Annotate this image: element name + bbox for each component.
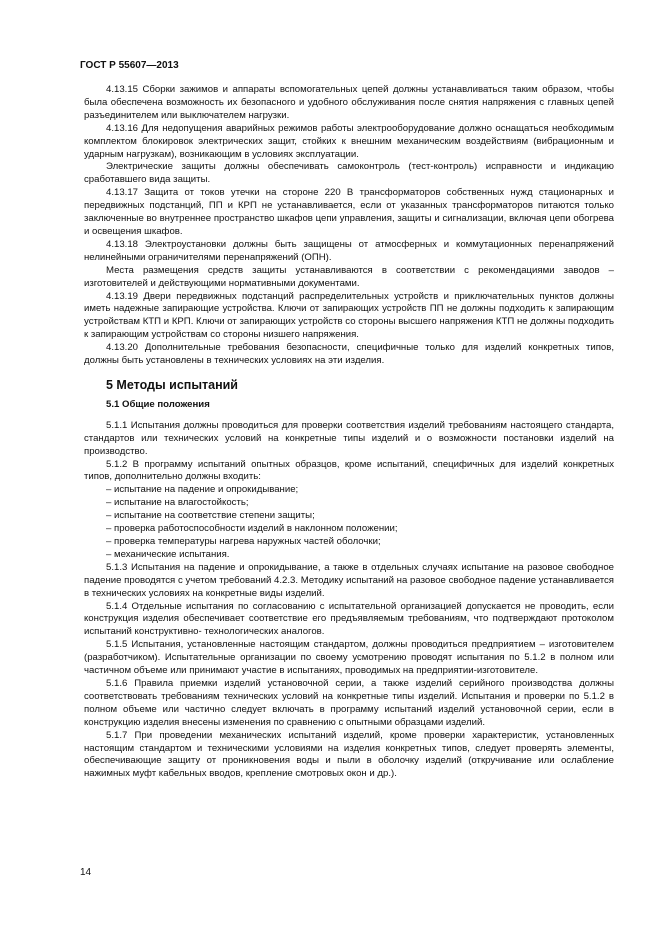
paragraph-5-1-7: 5.1.7 При проведении механических испытаний изделий, кроме проверки характеристик, установленных настоящим стандартом и техническими условиями на изделия конкретных типов, следует проверять элементы, обеспечивающие защиту от проникновения воды и пыли в оболочку изделий (откручивание или ослабление нажимных муфт кабельных вводов, крепление смотровых окон и др.).	[84, 729, 614, 780]
paragraph-5-1-2: 5.1.2 В программу испытаний опытных образцов, кроме испытаний, специфичных для изделий конкретных типов, дополнительно должны входить:	[84, 458, 614, 483]
paragraph-5-1-5: 5.1.5 Испытания, установленные настоящим стандартом, должны проводиться предприятием – изготовителем (разработчиком). Испытательные организации по своему усмотрению проводят испытания по 5.1.2 в полном или частичном объеме или принимают участие в испытаниях, проводимых на предприятии-изготовителе.	[84, 639, 614, 677]
paragraph-electric-protection: Электрические защиты должны обеспечивать самоконтроль (тест-контроль) исправности и индикацию сработавшего вида защиты.	[84, 161, 614, 186]
paragraph-4-13-20: 4.13.20 Дополнительные требования безопасности, специфичные только для изделий конкретных типов, должны быть установлены в технических условиях на эти изделия.	[84, 342, 614, 367]
document-header: ГОСТ Р 55607—2013	[80, 60, 179, 71]
paragraph-5-1-6: 5.1.6 Правила приемки изделий установочной серии, а также изделий серийного производства должны соответствовать требованиям технических условий на конкретные типы изделий. Испытания и проверки по 5.1.2 в полном объеме или частично следует включать в программу испытаний изделий установочной серии, если в конструкцию изделия внесены изменения по сравнению с опытными образцами изделий.	[84, 677, 614, 728]
list-item: – проверка температуры нагрева наружных частей оболочки;	[106, 536, 381, 547]
paragraph-5-1-3: 5.1.3 Испытания на падение и опрокидывание, а также в отдельных случаях испытание на разовое свободное падение проводятся с учетом требований 4.2.3. Методику испытаний на разовое свободное падение устанавливается в технических условиях на конкретные виды изделий.	[84, 561, 614, 599]
list-item: – проверка работоспособности изделий в наклонном положении;	[106, 523, 398, 535]
section-title: 5 Методы испытаний	[106, 377, 238, 392]
list-item: – испытание на соответствие степени защиты;	[106, 510, 315, 522]
paragraph-4-13-18: 4.13.18 Электроустановки должны быть защищены от атмосферных и коммутационных перенапряжений нелинейными ограничителями перенапряжений (ОПН).	[84, 238, 614, 263]
subsection-title: 5.1 Общие положения	[106, 398, 210, 410]
document-body	[84, 84, 614, 781]
list-item: – испытание на влагостойкость;	[106, 497, 249, 509]
list-item: – механические испытания.	[106, 548, 230, 560]
paragraph-4-13-15: 4.13.15 Сборки зажимов и аппараты вспомогательных цепей должны устанавливаться таким образом, чтобы была обеспечена возможность их безопасного и удобного обслуживания после снятия напряжения с главных цепей разъединителем или выключателем нагрузки.	[84, 84, 614, 121]
paragraph-4-13-19: 4.13.19 Двери передвижных подстанций распределительных устройств и приключательных пунктов должны иметь надежные запирающие устройства. Ключи от запирающих устройств ПП не должны подходить к запирающим устройствам КТП и КРП. Ключи от запирающих устройств со стороны высшего напряжения КТП не должны подходить к запирающим устройствам со стороны низшего напряжения.	[84, 290, 614, 341]
paragraph-protection-placement: Места размещения средств защиты устанавливаются в соответствии с рекомендациями заводов – изготовителей и действующими нормативными документами.	[84, 264, 614, 289]
list-item: – испытание на падение и опрокидывание;	[106, 484, 299, 496]
page-number: 14	[80, 867, 92, 878]
paragraph-4-13-16: 4.13.16 Для недопущения аварийных режимов работы электрооборудование должно оснащаться необходимым комплектом блокировок электрических защит, стойких к внешним механическим воздействиям (вибрационным и ударным нагрузкам), возникающим в условиях эксплуатации.	[84, 122, 614, 160]
paragraph-5-1-1: 5.1.1 Испытания должны проводиться для проверки соответствия изделий требованиям настоящего стандарта, стандартов или технических условий на конкретные типы изделий и о возможности постановки изделий на производство.	[84, 419, 614, 457]
paragraph-5-1-4: 5.1.4 Отдельные испытания по согласованию с испытательной организацией допускается не проводить, если конструкция изделия обеспечивает соответствие его предъявляемым требованиям, что подтверждают протоколом испытаний конструктивно- технологических аналогов.	[84, 600, 614, 638]
paragraph-4-13-17: 4.13.17 Защита от токов утечки на стороне 220 В трансформаторов собственных нужд стационарных и передвижных подстанций, ПП и КРП не устанавливается, если от указанных трансформаторов питаются только заключенные во внутреннее пространство шкафов цепи управления, защиты и сигнализации, включая цепи обогрева и освещения шкафов.	[84, 187, 614, 237]
